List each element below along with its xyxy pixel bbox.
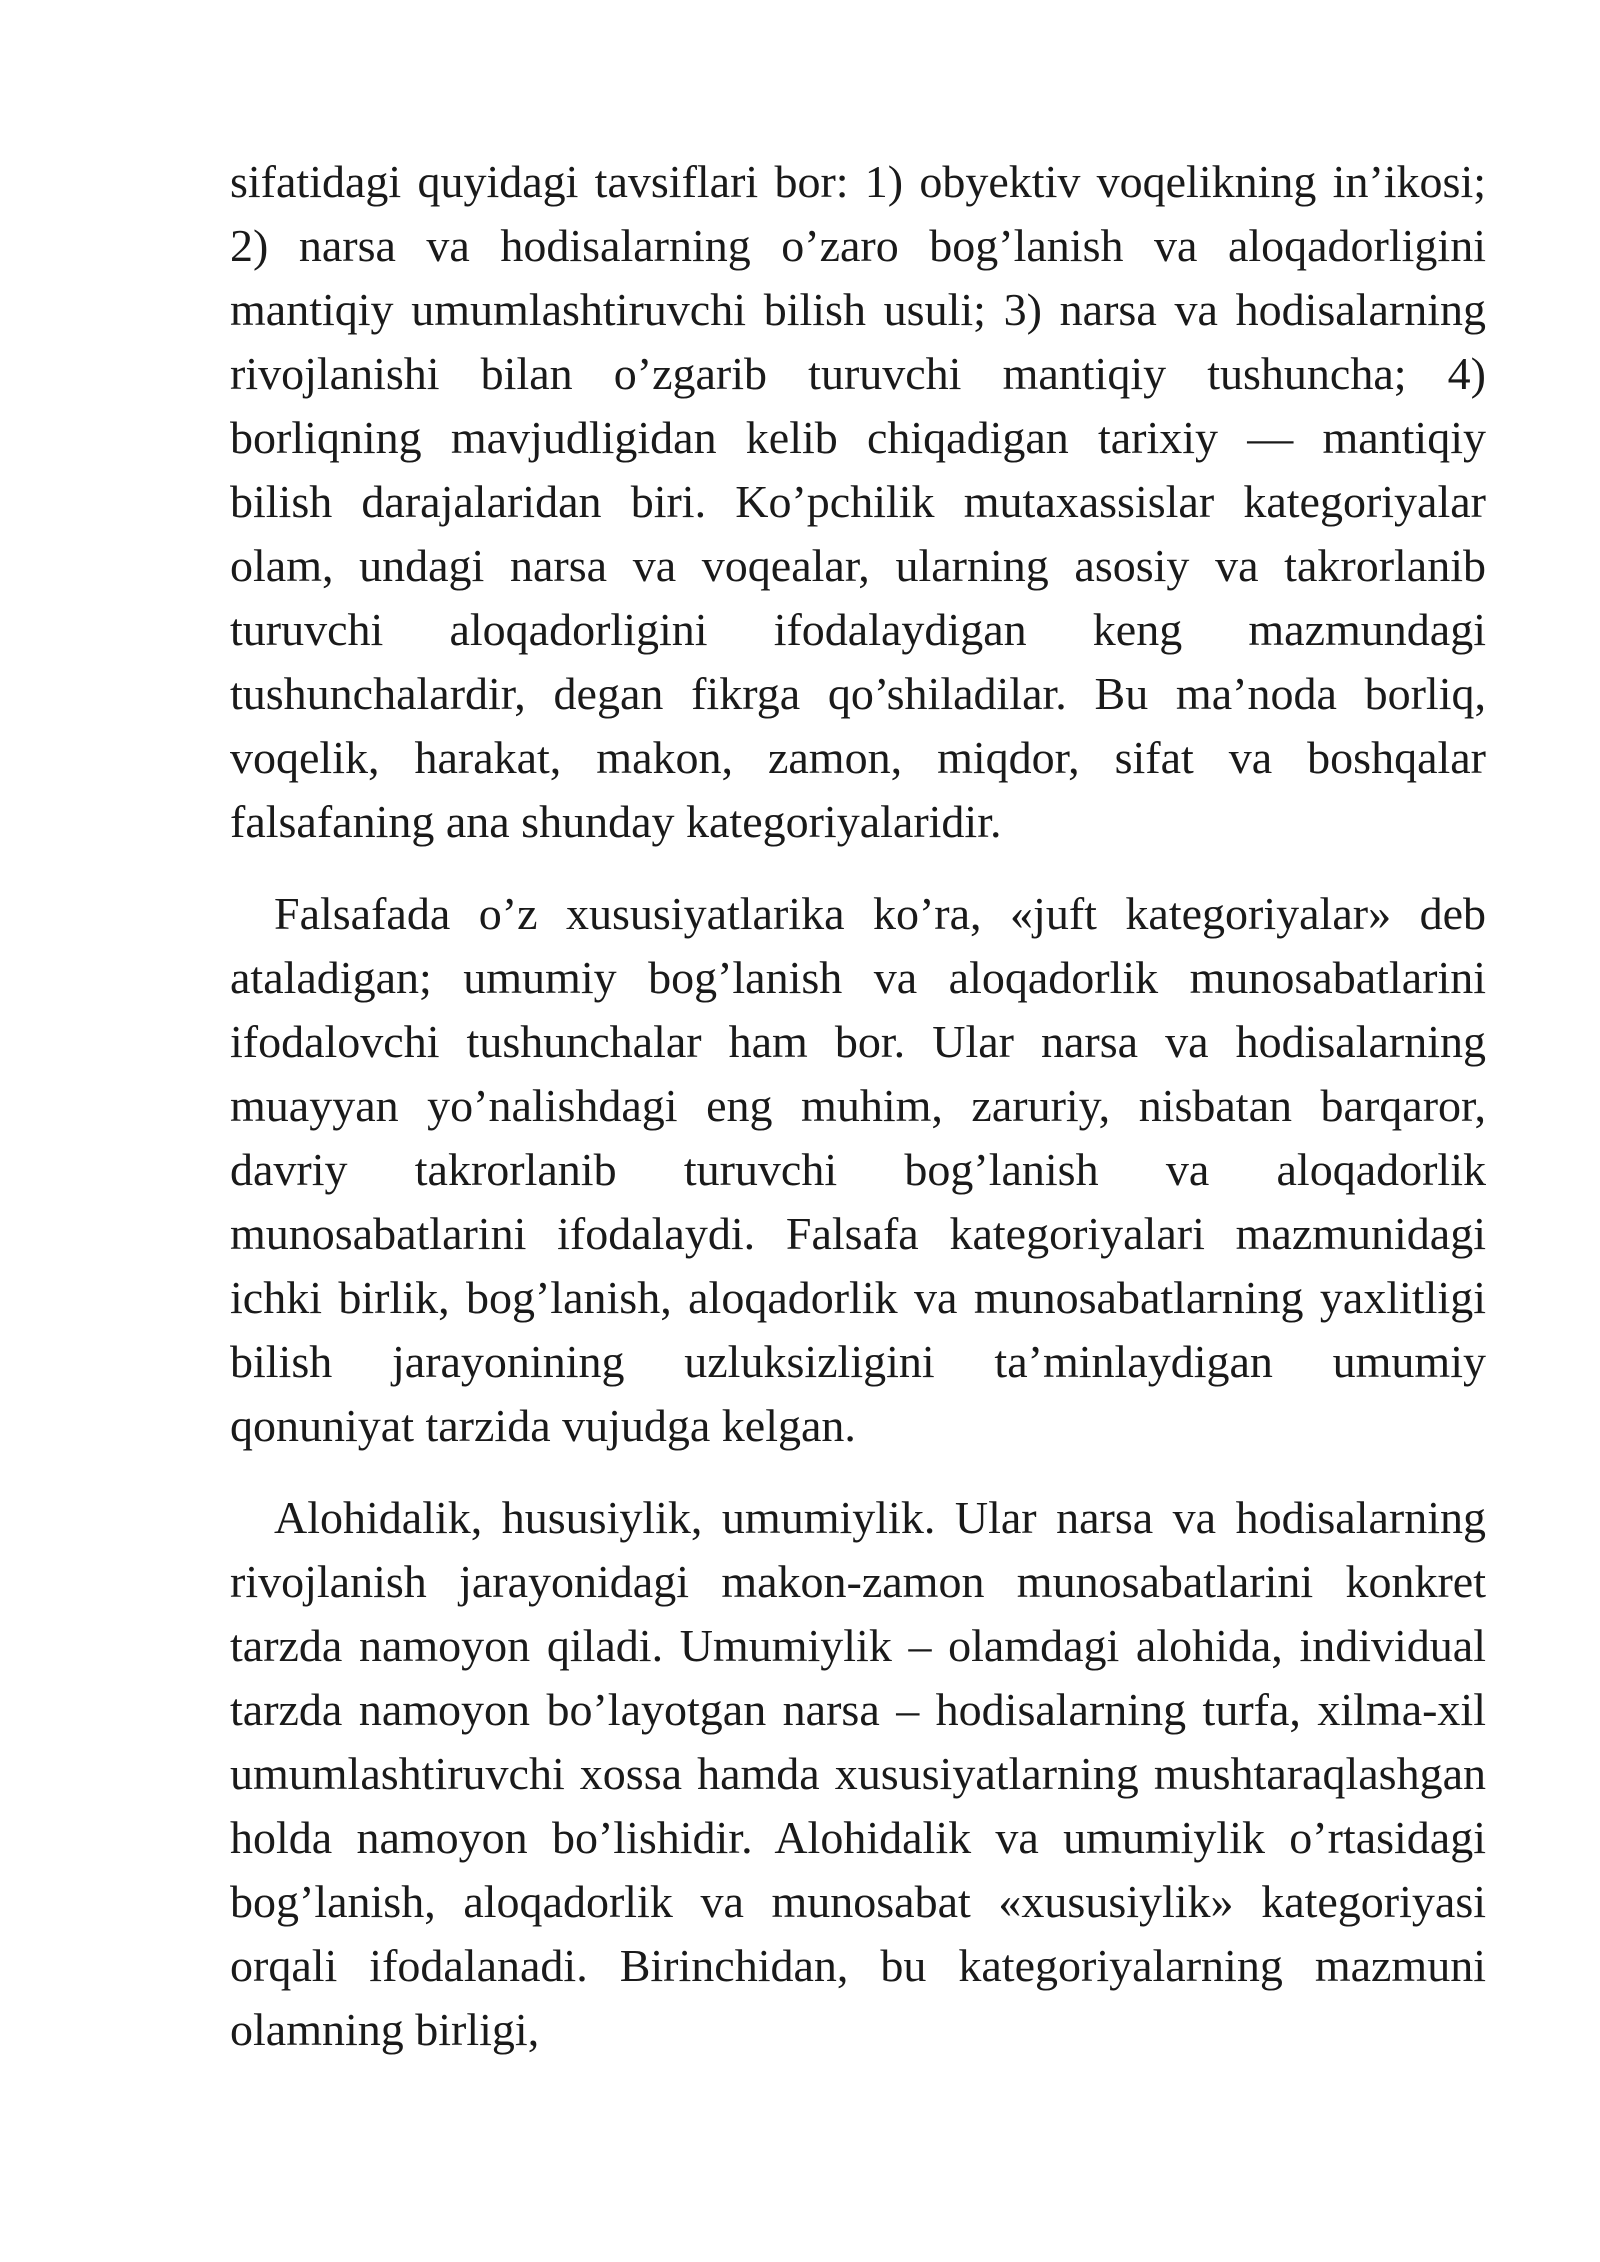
document-page [230, 150, 1486, 2062]
paragraph-continuation: sifatidagi quyidagi tavsiflari bor: 1) obyektiv voqelikning in’ikosi; 2) narsa va hodisalarning o’zaro bog’lanish va aloqadorligini mantiqiy umumlashtiruvchi bilish usuli; 3) narsa va hodisalarning rivojlanishi bilan o’zgarib turuvchi mantiqiy tushuncha; 4) borliqning mavjudligidan kelib chiqadigan tarixiy — mantiqiy bilish darajalaridan biri. Ko’pchilik mutaxassislar kategoriyalar olam, undagi narsa va voqealar, ularning asosiy va takrorlanib turuvchi aloqadorligini ifodalaydigan keng mazmundagi tushunchalardir, degan fikrga qo’shiladilar. Bu ma’noda borliq, voqelik, harakat, makon, zamon, miqdor, sifat va boshqalar falsafaning ana shunday kategoriyalaridir. [230, 156, 1486, 847]
paragraph-individuality-generality: Alohidalik, hususiylik, umumiylik. Ular narsa va hodisalarning rivojlanish jarayonidagi makon-zamon munosabatlarini konkret tarzda namoyon qiladi. Umumiylik – olamdagi alohida, individual tarzda namoyon bo’layotgan narsa – hodisalarning turfa, xilma-xil umumlashtiruvchi xossa hamda xususiyatlarning mushtaraqlashgan holda namoyon bo’lishidir. Alohidalik va umumiylik o’rtasidagi bog’lanish, aloqadorlik va munosabat «xususiylik» kategoriyasi orqali ifodalanadi. Birinchidan, bu kategoriyalarning mazmuni olamning birligi, [230, 1492, 1486, 2055]
paragraph-paired-categories: Falsafada o’z xususiyatlarika ko’ra, «juft kategoriyalar» deb ataladigan; umumiy bog’lanish va aloqadorlik munosabatlarini ifodalovchi tushunchalar ham bor. Ular narsa va hodisalarning muayyan yo’nalishdagi eng muhim, zaruriy, nisbatan barqaror, davriy takrorlanib turuvchi bog’lanish va aloqadorlik munosabatlarini ifodalaydi. Falsafa kategoriyalari mazmunidagi ichki birlik, bog’lanish, aloqadorlik va munosabatlarning yaxlitligi bilish jarayonining uzluksizligini ta’minlaydigan umumiy qonuniyat tarzida vujudga kelgan. [230, 888, 1486, 1451]
